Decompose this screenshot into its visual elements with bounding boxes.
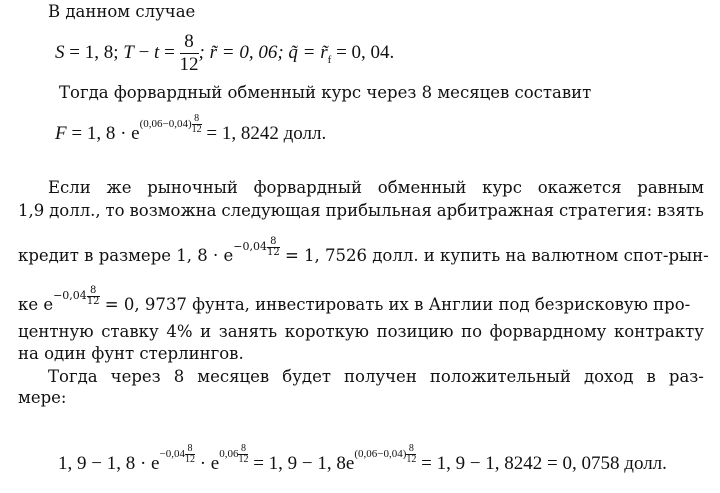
word: позицию <box>376 322 454 341</box>
word: контракту <box>613 322 704 341</box>
spot-exp-rate: −0,04 <box>53 289 87 302</box>
forward-rate-sentence: Тогда форвардный обменный курс через 8 месяцев составит <box>59 83 592 102</box>
loan-result: = 1, 7526 долл. и купить на валютном спот-рын- <box>279 246 709 265</box>
para2-line1 <box>48 178 704 198</box>
word: 8 <box>173 367 185 386</box>
para2-line3 <box>18 235 709 272</box>
f-exp-num: 8 <box>194 112 200 124</box>
word: по <box>461 322 483 341</box>
parameters-formula <box>55 30 394 83</box>
word: же <box>106 178 132 197</box>
para2-line5 <box>18 322 704 342</box>
word: стратегия: <box>558 201 653 220</box>
f-result: = 1, 8242 долл. <box>201 123 327 144</box>
exp2-fraction <box>238 444 248 465</box>
word: занять <box>218 322 278 341</box>
f-base: = 1, 8 · e <box>66 123 140 144</box>
spot-exp-fraction <box>87 286 100 307</box>
word: 4% <box>166 322 193 341</box>
para2-line6: на один фунт стерлингов. <box>18 344 244 363</box>
word: и <box>200 322 212 341</box>
time-fraction <box>180 32 199 75</box>
profit-exp3 <box>354 438 416 470</box>
frac-denominator: 12 <box>179 54 199 76</box>
exp3-num: 8 <box>408 442 414 454</box>
word: прибыльная <box>325 201 432 220</box>
word: долл., <box>49 201 101 220</box>
word: Тогда <box>48 367 98 386</box>
word: короткую <box>284 322 369 341</box>
exp3-rate: (0,06−0,04) <box>354 448 407 460</box>
spot-exp-num: 8 <box>89 284 97 296</box>
var-t: t <box>154 42 160 63</box>
sub-f: f <box>327 53 332 66</box>
word: Если <box>48 178 91 197</box>
profit-result: = 1, 9 − 1, 8242 = 0, 0758 долл. <box>416 453 667 474</box>
profit-formula <box>58 442 667 482</box>
word: месяцев <box>197 367 270 386</box>
eq-sign: = <box>159 42 180 63</box>
spot-result: = 0, 9737 фунта, инвестировать их в Англии под безрисковую про- <box>99 295 691 314</box>
var-T: T <box>123 42 134 63</box>
exp2-den: 12 <box>238 453 249 465</box>
exp1-fraction <box>185 444 195 465</box>
spot-exp-den: 12 <box>86 295 100 307</box>
word: получен <box>344 367 417 386</box>
word: положительный <box>429 367 571 386</box>
profit-part-a: 1, 9 − 1, 8 · e <box>58 453 160 474</box>
word: возможна <box>129 201 217 220</box>
profit-exp2 <box>219 438 248 470</box>
f-exponent <box>140 108 202 140</box>
profit-exp1 <box>159 438 194 470</box>
forward-rate-formula <box>55 112 327 152</box>
loan-text: кредит в размере 1, 8 · e <box>18 246 234 265</box>
exp2-num: 8 <box>240 442 246 454</box>
para2-line4 <box>18 284 691 321</box>
word: рыночный <box>147 178 238 197</box>
word: арбитражная <box>436 201 555 220</box>
word: в <box>646 367 656 386</box>
word: форвардный <box>253 178 363 197</box>
word: окажется <box>537 178 622 197</box>
word: раз- <box>668 367 704 386</box>
word: доход <box>583 367 634 386</box>
word: центную <box>18 322 94 341</box>
para2-line2 <box>18 201 704 221</box>
spot-text: ке e <box>18 295 54 314</box>
profit-part-c: = 1, 9 − 1, 8e <box>248 453 355 474</box>
frac-numerator: 8 <box>184 31 194 53</box>
spot-exponent <box>53 282 99 310</box>
rates: ; r̃ = 0, 06; q̃ = r̃ <box>198 42 328 63</box>
para3-line2: мере: <box>18 388 67 407</box>
minus-sign: − <box>133 42 155 63</box>
f-exp-fraction <box>192 114 202 135</box>
s-value: = 1, 8; <box>64 42 124 63</box>
word: взять <box>657 201 704 220</box>
exp3-fraction <box>406 444 416 465</box>
f-exp-rate: (0,06−0,04) <box>139 118 192 130</box>
profit-part-b: · e <box>194 453 220 474</box>
exp1-den: 12 <box>184 453 195 465</box>
exp1-num: 8 <box>187 442 193 454</box>
word: следующая <box>221 201 321 220</box>
word: через <box>110 367 161 386</box>
exp1-rate: −0,04 <box>159 448 185 460</box>
loan-exp-rate: −0,04 <box>233 240 267 253</box>
exp3-den: 12 <box>406 453 417 465</box>
var-F: F <box>55 123 67 144</box>
loan-exp-fraction <box>267 237 280 258</box>
word: ставку <box>101 322 159 341</box>
exp2-rate: 0,06 <box>219 448 239 460</box>
loan-exp-num: 8 <box>270 235 277 247</box>
intro-line: В данном случае <box>48 2 196 21</box>
var-s: S <box>55 42 65 63</box>
word: форвардному <box>489 322 607 341</box>
para3-line1 <box>48 367 704 387</box>
word: равным <box>637 178 704 197</box>
q-value: = 0, 04. <box>331 42 395 63</box>
word: будет <box>282 367 331 386</box>
word: обменный <box>377 178 467 197</box>
f-exp-den: 12 <box>191 123 202 135</box>
loan-exp-den: 12 <box>266 246 280 258</box>
word: курс <box>482 178 522 197</box>
word: то <box>105 201 125 220</box>
loan-exponent <box>233 233 279 261</box>
word: 1,9 <box>18 201 45 220</box>
